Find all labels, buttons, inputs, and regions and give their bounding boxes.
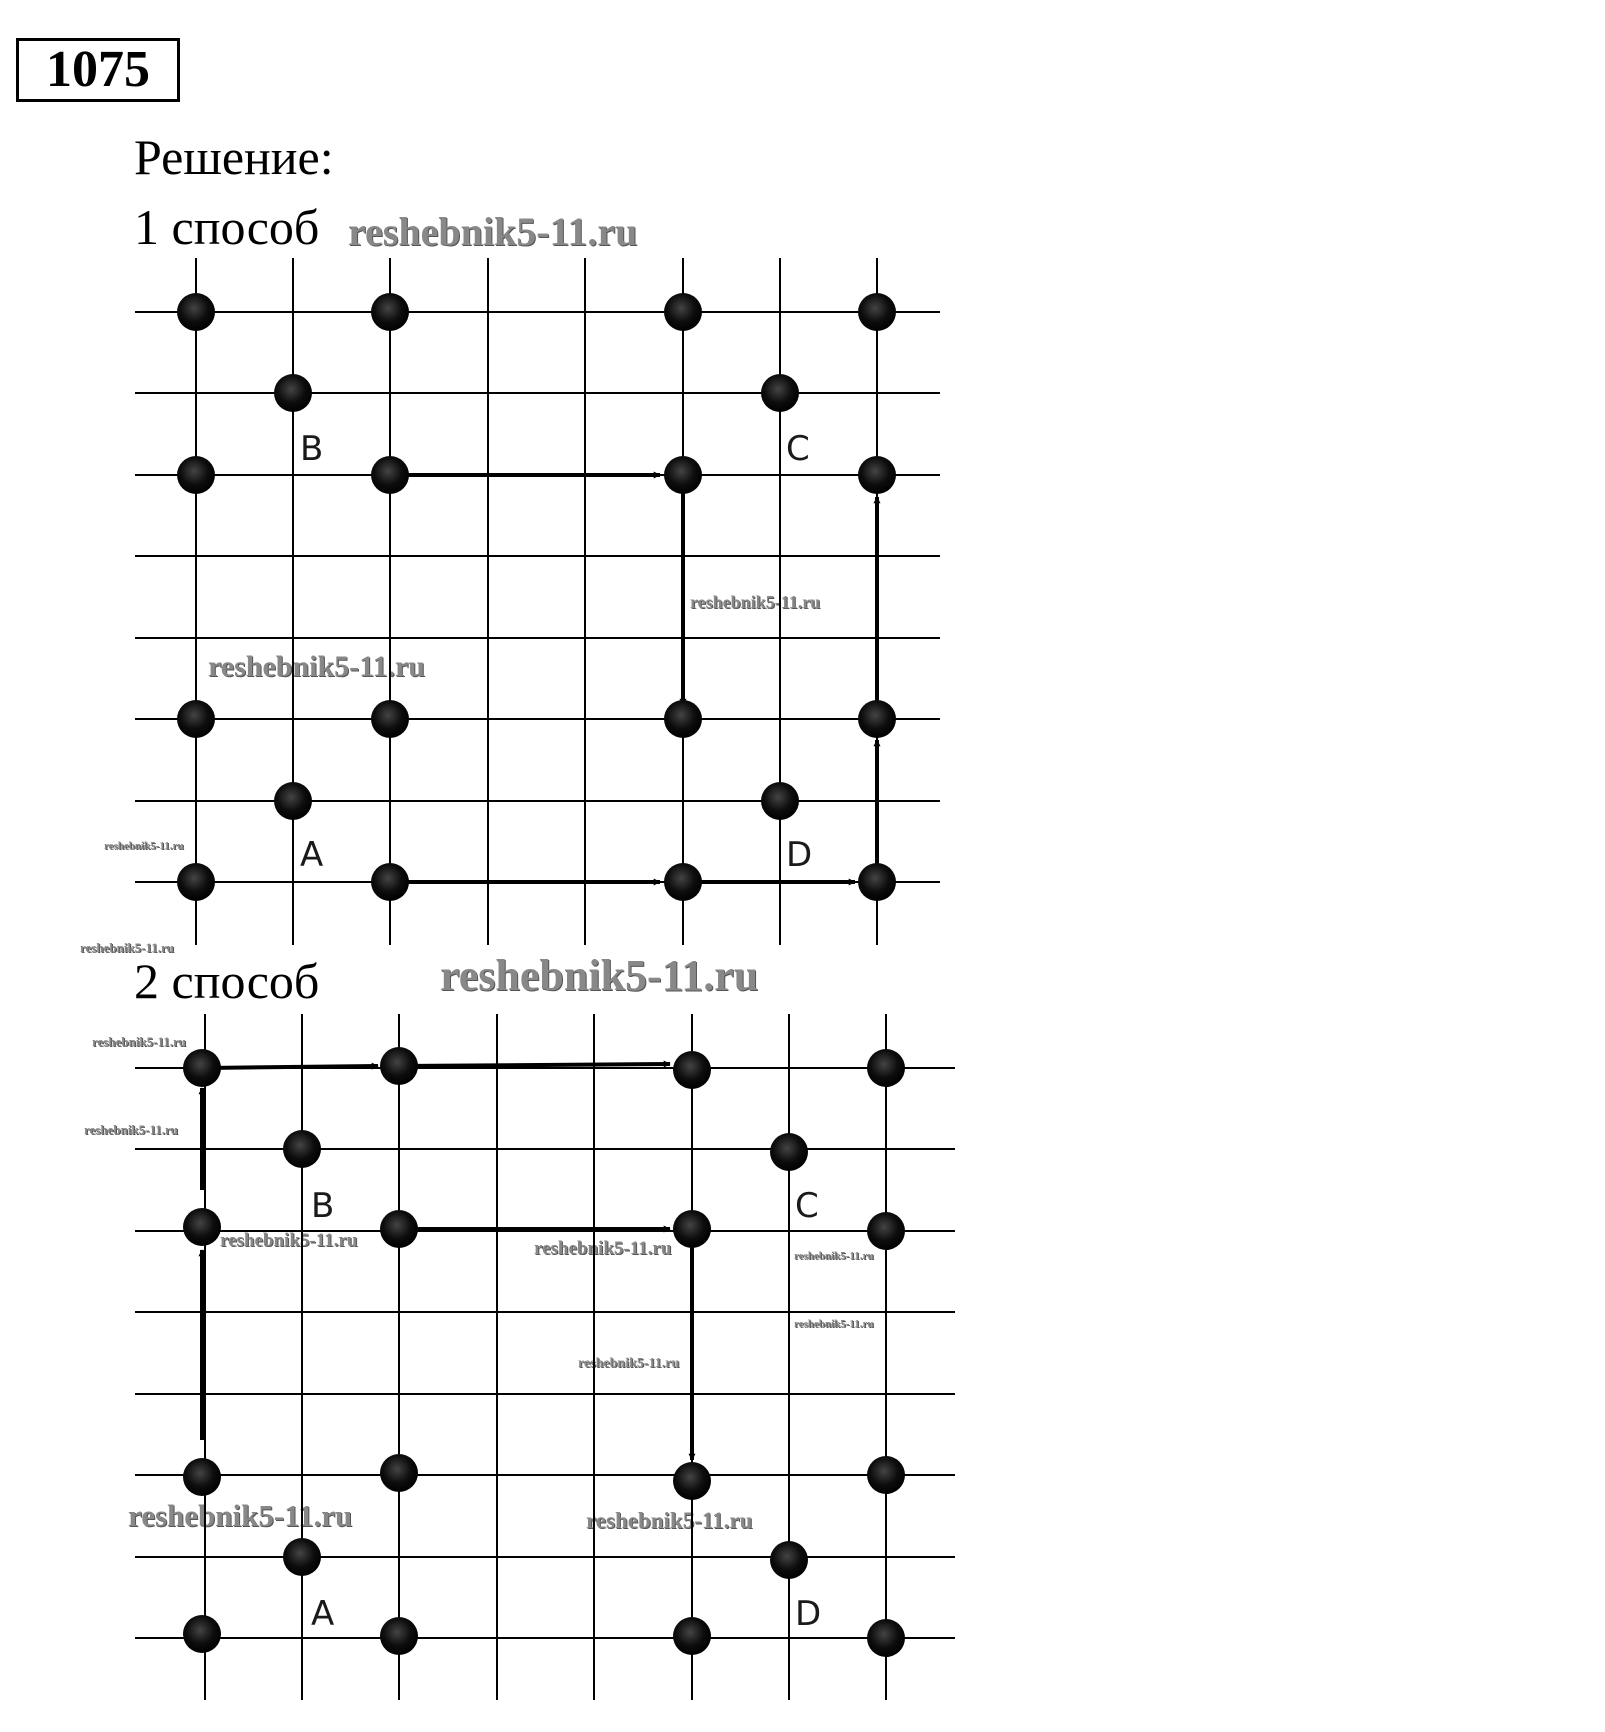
grid-dot [858,456,896,494]
grid-dot [858,863,896,901]
grid-dot [761,374,799,412]
label-b: B [300,429,324,469]
grid-dot [380,1210,418,1248]
grid-dot [673,1210,711,1248]
grid-dot [664,293,702,331]
grid-dot [858,700,896,738]
watermark: reshebnik5-11.ru [348,209,638,254]
watermark: reshebnik5-11.ru [208,650,425,683]
grid-dot [274,374,312,412]
label-b: B [311,1186,335,1226]
grid-dot [770,1541,808,1579]
watermark: reshebnik5-11.ru [128,1498,353,1533]
dots-2 [183,1047,905,1657]
method-1-title: 1 способ [134,199,320,255]
arrows-1 [390,475,877,882]
label-c: C [786,429,810,469]
grid-dot [183,1049,221,1087]
watermark: reshebnik5-11.ru [794,1250,874,1262]
grid-2 [135,1014,955,1700]
watermark: reshebnik5-11.ru [586,1508,753,1533]
grid-dot [183,1615,221,1653]
arrows-2 [202,1064,692,1460]
grid-dot [664,700,702,738]
grid-dot [858,293,896,331]
arrow [399,1064,670,1066]
dots-1 [177,293,896,901]
grid-dot [371,700,409,738]
grid-dot [183,1208,221,1246]
solution-heading: Решение: [134,129,334,185]
diagram-1 [135,258,940,945]
grid-dot [761,782,799,820]
grid-dot [664,456,702,494]
grid-dot [867,1456,905,1494]
watermark: reshebnik5-11.ru [534,1238,672,1259]
label-a: A [300,835,324,875]
watermark: reshebnik5-11.ru [220,1230,358,1251]
grid-dot [664,863,702,901]
arrow [205,1066,378,1068]
label-c: C [795,1186,819,1226]
grid-dot [380,1617,418,1655]
grid-dot [177,293,215,331]
grid-dot [274,782,312,820]
method-2-title: 2 способ [134,953,320,1009]
grid-dot [177,863,215,901]
grid-dot [177,700,215,738]
grid-dot [283,1130,321,1168]
label-d: D [786,835,813,875]
watermark: reshebnik5-11.ru [690,592,821,612]
diagram-2 [135,1014,955,1700]
grid-dot [867,1212,905,1250]
grid-dot [770,1133,808,1171]
grid-dot [177,456,215,494]
grid-dot [673,1617,711,1655]
grid-dot [371,456,409,494]
grid-dot [183,1458,221,1496]
grid-dot [673,1462,711,1500]
watermark: reshebnik5-11.ru [440,951,759,1000]
watermark: reshebnik5-11.ru [84,1122,179,1137]
watermark: reshebnik5-11.ru [794,1318,874,1330]
watermark: reshebnik5-11.ru [92,1034,187,1049]
problem-number: 1075 [16,38,180,102]
watermark: reshebnik5-11.ru [578,1356,680,1371]
watermark: reshebnik5-11.ru [80,940,175,955]
grid-dot [380,1454,418,1492]
grid-dot [867,1619,905,1657]
watermark: reshebnik5-11.ru [104,840,184,852]
grid-dot [371,863,409,901]
grid-dot [673,1051,711,1089]
grid-dot [380,1047,418,1085]
label-a: A [311,1594,335,1634]
grid-dot [371,293,409,331]
grid-1 [135,258,940,945]
grid-dot [283,1538,321,1576]
label-d: D [795,1594,822,1634]
grid-dot [867,1049,905,1087]
